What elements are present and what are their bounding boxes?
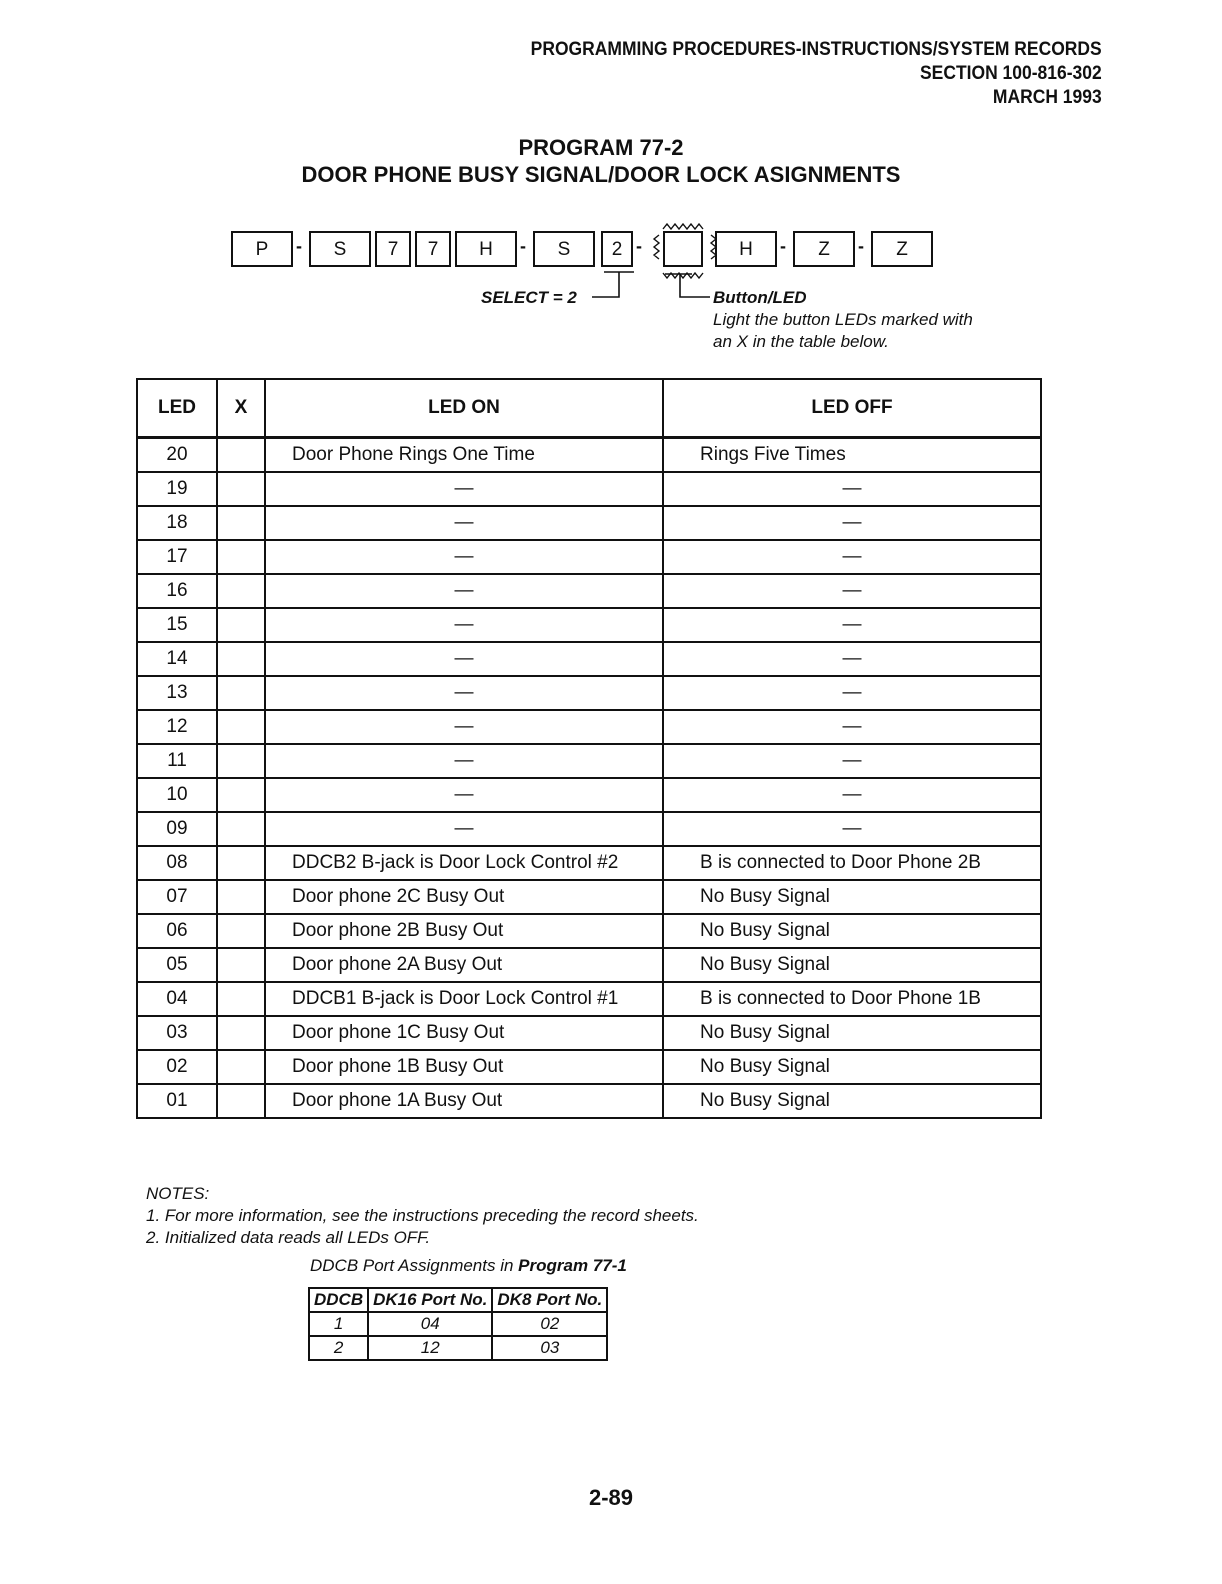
table-row — [137, 676, 1041, 710]
key-dash: - — [296, 236, 302, 256]
table-row — [137, 642, 1041, 676]
led-on-cell: — — [265, 642, 663, 676]
table-row — [137, 1084, 1041, 1118]
header-x: X — [217, 379, 265, 438]
x-mark-cell[interactable] — [217, 880, 265, 914]
table-row — [137, 608, 1041, 642]
table-header-row — [137, 379, 1041, 438]
key-box: P — [231, 231, 293, 267]
table-row — [137, 1050, 1041, 1084]
key-dash: - — [858, 236, 864, 256]
x-mark-cell[interactable] — [217, 1016, 265, 1050]
x-mark-cell[interactable] — [217, 472, 265, 506]
led-number-cell: 18 — [137, 506, 217, 540]
x-mark-cell[interactable] — [217, 608, 265, 642]
led-on-cell: — — [265, 744, 663, 778]
port-cell: 02 — [492, 1312, 607, 1336]
note-item: 1. For more information, see the instructions preceding the record sheets. — [146, 1206, 699, 1225]
key-box: 7 — [375, 231, 411, 267]
key-box: Z — [793, 231, 855, 267]
led-on-cell: Door phone 2A Busy Out — [265, 948, 663, 982]
port-cell: 04 — [368, 1312, 492, 1336]
port-header-dk16: DK16 Port No. — [368, 1288, 492, 1312]
x-mark-cell[interactable] — [217, 438, 265, 473]
led-number-cell: 17 — [137, 540, 217, 574]
led-off-cell: — — [663, 710, 1041, 744]
led-number-cell: 07 — [137, 880, 217, 914]
header-led-off: LED OFF — [663, 379, 1041, 438]
x-mark-cell[interactable] — [217, 914, 265, 948]
header-led: LED — [137, 379, 217, 438]
port-cell: 03 — [492, 1336, 607, 1360]
led-off-cell: — — [663, 812, 1041, 846]
table-row — [137, 710, 1041, 744]
port-row — [309, 1336, 607, 1360]
table-row — [137, 914, 1041, 948]
x-mark-cell[interactable] — [217, 846, 265, 880]
led-on-cell: Door phone 1A Busy Out — [265, 1084, 663, 1118]
table-row — [137, 574, 1041, 608]
header-line-3: MARCH 1993 — [993, 87, 1102, 108]
led-on-cell: Door phone 2B Busy Out — [265, 914, 663, 948]
x-mark-cell[interactable] — [217, 574, 265, 608]
led-number-cell: 19 — [137, 472, 217, 506]
led-on-cell: Door phone 1C Busy Out — [265, 1016, 663, 1050]
led-off-cell: — — [663, 472, 1041, 506]
led-on-cell: — — [265, 778, 663, 812]
led-number-cell: 08 — [137, 846, 217, 880]
led-on-cell: — — [265, 676, 663, 710]
led-number-cell: 04 — [137, 982, 217, 1016]
program-name: DOOR PHONE BUSY SIGNAL/DOOR LOCK ASIGNMENTS — [301, 162, 901, 187]
key-box: 2 — [601, 231, 633, 267]
table-row — [137, 982, 1041, 1016]
led-off-cell: — — [663, 778, 1041, 812]
led-number-cell: 12 — [137, 710, 217, 744]
header-line-1: PROGRAMMING PROCEDURES-INSTRUCTIONS/SYSTEM RECORDS — [530, 39, 1102, 60]
led-on-cell: — — [265, 812, 663, 846]
table-row — [137, 778, 1041, 812]
port-header-row — [309, 1288, 607, 1312]
table-row — [137, 948, 1041, 982]
led-on-cell: — — [265, 608, 663, 642]
port-cell: 12 — [368, 1336, 492, 1360]
page-number: 2-89 — [588, 1485, 634, 1510]
key-box: H — [715, 231, 777, 267]
led-off-cell: — — [663, 574, 1041, 608]
led-number-cell: 06 — [137, 914, 217, 948]
key-box: S — [309, 231, 371, 267]
led-table-body — [137, 438, 1041, 1119]
port-cell: 1 — [309, 1312, 368, 1336]
led-on-cell: — — [265, 574, 663, 608]
led-off-cell: No Busy Signal — [663, 914, 1041, 948]
port-caption-program: Program 77-1 — [518, 1256, 627, 1275]
port-caption-text: DDCB Port Assignments in — [310, 1256, 519, 1275]
header-led-on: LED ON — [265, 379, 663, 438]
led-on-cell: — — [265, 710, 663, 744]
led-off-cell: No Busy Signal — [663, 880, 1041, 914]
select-label: SELECT = 2 — [481, 288, 577, 307]
ddcb-port-table — [308, 1287, 608, 1361]
table-row — [137, 472, 1041, 506]
program-number: PROGRAM 77-2 — [518, 135, 684, 160]
header-line-2: SECTION 100-816-302 — [920, 63, 1102, 84]
led-off-cell: No Busy Signal — [663, 1050, 1041, 1084]
led-off-cell: B is connected to Door Phone 2B — [663, 846, 1041, 880]
port-cell: 2 — [309, 1336, 368, 1360]
led-off-cell: — — [663, 676, 1041, 710]
button-led-desc-2: an X in the table below. — [713, 332, 889, 351]
port-header-dk8: DK8 Port No. — [492, 1288, 607, 1312]
led-off-cell: No Busy Signal — [663, 1084, 1041, 1118]
x-mark-cell[interactable] — [217, 676, 265, 710]
button-led-desc-1: Light the button LEDs marked with — [713, 310, 973, 329]
table-row — [137, 506, 1041, 540]
led-on-cell: Door Phone Rings One Time — [265, 438, 663, 473]
port-row — [309, 1312, 607, 1336]
led-number-cell: 14 — [137, 642, 217, 676]
key-box: S — [533, 231, 595, 267]
led-on-cell: DDCB1 B-jack is Door Lock Control #1 — [265, 982, 663, 1016]
led-on-cell: Door phone 1B Busy Out — [265, 1050, 663, 1084]
notes-heading: NOTES: — [146, 1184, 210, 1203]
led-off-cell: Rings Five Times — [663, 438, 1041, 473]
x-mark-cell[interactable] — [217, 506, 265, 540]
x-mark-cell[interactable] — [217, 812, 265, 846]
table-row — [137, 1016, 1041, 1050]
led-off-cell: — — [663, 608, 1041, 642]
led-assignment-table — [136, 378, 1042, 1119]
led-off-cell: — — [663, 744, 1041, 778]
notes — [146, 1183, 699, 1249]
x-mark-cell[interactable] — [217, 982, 265, 1016]
led-off-cell: — — [663, 642, 1041, 676]
x-mark-cell[interactable] — [217, 948, 265, 982]
note-item: 2. Initialized data reads all LEDs OFF. — [146, 1228, 431, 1247]
led-number-cell: 09 — [137, 812, 217, 846]
x-mark-cell[interactable] — [217, 710, 265, 744]
led-off-cell: B is connected to Door Phone 1B — [663, 982, 1041, 1016]
key-dash: - — [636, 236, 642, 256]
led-off-cell: No Busy Signal — [663, 948, 1041, 982]
led-number-cell: 13 — [137, 676, 217, 710]
key-dash: - — [520, 236, 526, 256]
button-led-label: Button/LED — [713, 288, 807, 307]
x-mark-cell[interactable] — [217, 540, 265, 574]
key-box: H — [455, 231, 517, 267]
led-on-cell: — — [265, 472, 663, 506]
led-on-cell: Door phone 2C Busy Out — [265, 880, 663, 914]
led-number-cell: 03 — [137, 1016, 217, 1050]
led-number-cell: 05 — [137, 948, 217, 982]
led-number-cell: 11 — [137, 744, 217, 778]
x-mark-cell[interactable] — [217, 1050, 265, 1084]
port-caption — [310, 1256, 627, 1276]
led-number-cell: 02 — [137, 1050, 217, 1084]
x-mark-cell[interactable] — [217, 778, 265, 812]
led-number-cell: 10 — [137, 778, 217, 812]
x-mark-cell[interactable] — [217, 1084, 265, 1118]
table-row — [137, 744, 1041, 778]
port-header-ddcb: DDCB — [309, 1288, 368, 1312]
led-on-cell: — — [265, 506, 663, 540]
led-on-cell: DDCB2 B-jack is Door Lock Control #2 — [265, 846, 663, 880]
led-on-cell: — — [265, 540, 663, 574]
led-number-cell: 15 — [137, 608, 217, 642]
led-off-cell: No Busy Signal — [663, 1016, 1041, 1050]
led-number-cell: 16 — [137, 574, 217, 608]
callout-lines — [0, 0, 1222, 320]
table-row — [137, 812, 1041, 846]
led-number-cell: 20 — [137, 438, 217, 473]
key-box: Z — [871, 231, 933, 267]
table-row — [137, 438, 1041, 473]
x-mark-cell[interactable] — [217, 744, 265, 778]
table-row — [137, 846, 1041, 880]
key-box: 7 — [415, 231, 451, 267]
key-dash: - — [780, 236, 786, 256]
x-mark-cell[interactable] — [217, 642, 265, 676]
table-row — [137, 540, 1041, 574]
led-off-cell: — — [663, 506, 1041, 540]
led-off-cell: — — [663, 540, 1041, 574]
led-number-cell: 01 — [137, 1084, 217, 1118]
table-row — [137, 880, 1041, 914]
